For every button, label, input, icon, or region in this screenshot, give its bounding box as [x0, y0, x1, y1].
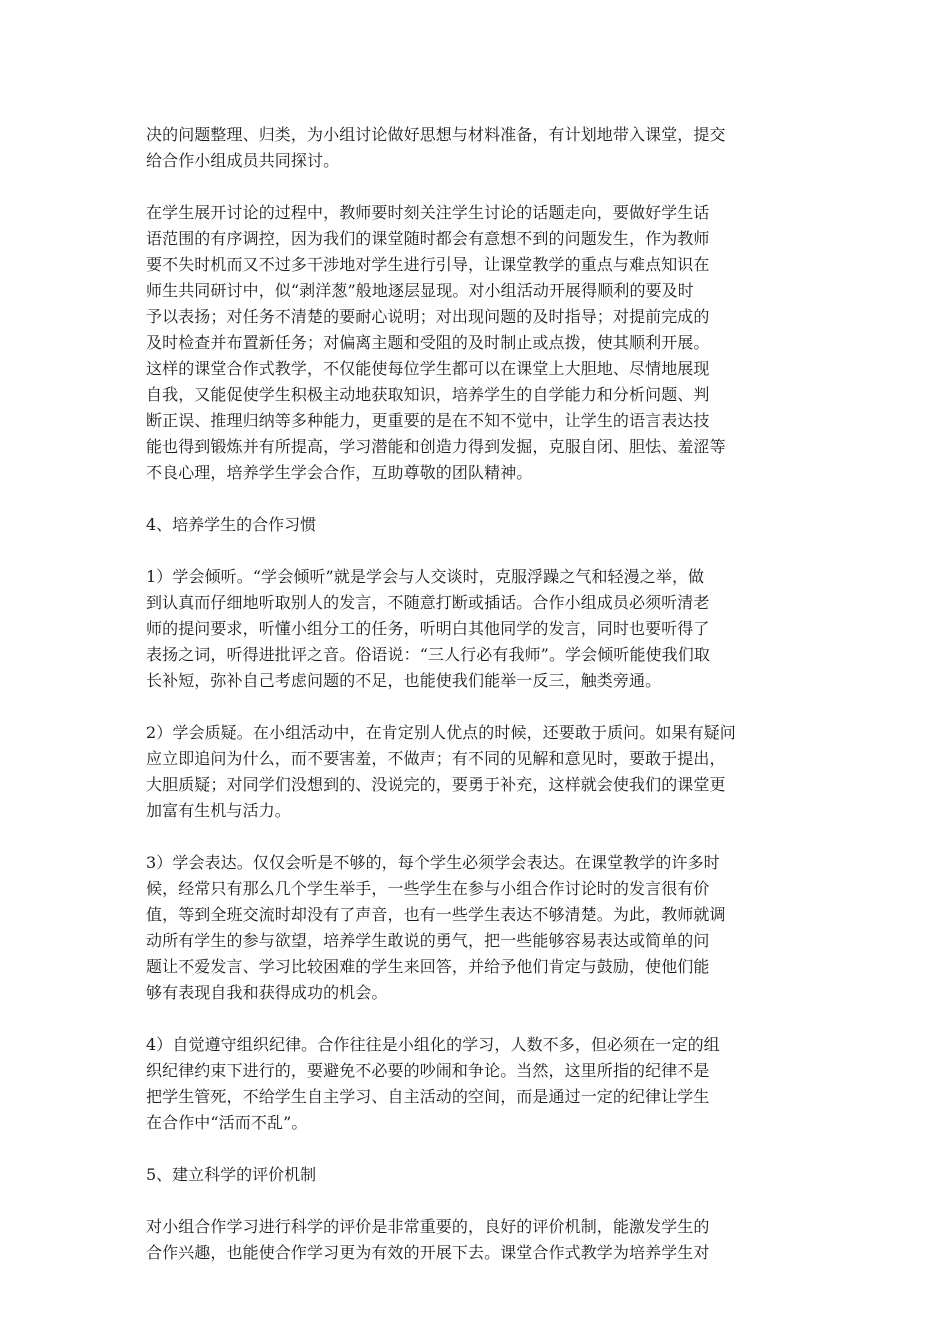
text-line: 师的提问要求，听懂小组分工的任务，听明白其他同学的发言，同时也要听得了: [146, 619, 710, 638]
paragraph-discussion-guidance: [146, 200, 810, 486]
text-line: 3）学会表达。仅仅会听是不够的，每个学生必须学会表达。在课堂教学的许多时: [146, 853, 720, 872]
paragraph-prep-intro: [146, 122, 810, 174]
paragraph-expression: [146, 850, 810, 1006]
text-line: 及时检查并布置新任务；对偏离主题和受阻的及时制止或点拨，使其顺利开展。: [146, 333, 710, 352]
paragraph-gap: [146, 824, 810, 850]
text-line: 把学生管死，不给学生自主学习、自主活动的空间，而是通过一定的纪律让学生: [146, 1087, 710, 1106]
section-heading-5: 5、建立科学的评价机制: [146, 1165, 317, 1184]
paragraph-gap: [146, 486, 810, 512]
paragraph-evaluation: [146, 1214, 810, 1266]
text-line: 长补短，弥补自己考虑问题的不足，也能使我们能举一反三，触类旁通。: [146, 671, 662, 690]
paragraph-gap: [146, 538, 810, 564]
paragraph-gap: [146, 694, 810, 720]
text-line: 题让不爱发言、学习比较困难的学生来回答，并给予他们肯定与鼓励，使他们能: [146, 957, 710, 976]
paragraph-gap: [146, 1136, 810, 1162]
text-line: 在合作中“活而不乱”。: [146, 1113, 308, 1132]
text-line: 动所有学生的参与欲望，培养学生敢说的勇气，把一些能够容易表达或简单的问: [146, 931, 710, 950]
text-line: 大胆质疑；对同学们没想到的、没说完的，要勇于补充，这样就会使我们的课堂更: [146, 775, 726, 794]
text-line: 要不失时机而又不过多干涉地对学生进行引导，让课堂教学的重点与难点知识在: [146, 255, 710, 274]
paragraph-gap: [146, 174, 810, 200]
text-line: 师生共同研讨中，似“剥洋葱”般地逐层显现。对小组活动开展得顺利的要及时: [146, 281, 694, 300]
text-line: 表扬之词，听得进批评之音。俗语说：“三人行必有我师”。学会倾听能使我们取: [146, 645, 710, 664]
section-heading-4: 4、培养学生的合作习惯: [146, 515, 317, 534]
text-line: 到认真而仔细地听取别人的发言，不随意打断或插话。合作小组成员必须听清老: [146, 593, 710, 612]
paragraph-discipline: [146, 1032, 810, 1136]
text-line: 织纪律约束下进行的，要避免不必要的吵闹和争论。当然，这里所指的纪律不是: [146, 1061, 710, 1080]
text-line: 给合作小组成员共同探讨。: [146, 151, 340, 170]
text-line: 应立即追问为什么，而不要害羞，不做声；有不同的见解和意见时，要敢于提出，: [146, 749, 726, 768]
text-line: 这样的课堂合作式教学，不仅能使每位学生都可以在课堂上大胆地、尽情地展现: [146, 359, 710, 378]
paragraph-questioning: [146, 720, 810, 824]
text-line: 决的问题整理、归类，为小组讨论做好思想与材料准备，有计划地带入课堂，提交: [146, 125, 726, 144]
text-line: 断正误、推理归纳等多种能力，更重要的是在不知不觉中，让学生的语言表达技: [146, 411, 710, 430]
text-line: 值，等到全班交流时却没有了声音，也有一些学生表达不够清楚。为此，教师就调: [146, 905, 726, 924]
paragraph-gap: [146, 1006, 810, 1032]
text-line: 自我，又能促使学生积极主动地获取知识，培养学生的自学能力和分析问题、判: [146, 385, 710, 404]
text-line: 1）学会倾听。“学会倾听”就是学会与人交谈时，克服浮躁之气和轻漫之举，做: [146, 567, 705, 586]
text-line: 能也得到锻炼并有所提高，学习潜能和创造力得到发掘，克服自闭、胆怯、羞涩等: [146, 437, 726, 456]
text-line: 2）学会质疑。在小组活动中，在肯定别人优点的时候，还要敢于质问。如果有疑问: [146, 723, 736, 742]
document-page: [146, 122, 810, 1266]
text-line: 不良心理，培养学生学会合作，互助尊敬的团队精神。: [146, 463, 533, 482]
text-line: 在学生展开讨论的过程中，教师要时刻关注学生讨论的话题走向，要做好学生话: [146, 203, 710, 222]
paragraph-gap: [146, 1188, 810, 1214]
paragraph-listening: [146, 564, 810, 694]
text-line: 对小组合作学习进行科学的评价是非常重要的，良好的评价机制，能激发学生的: [146, 1217, 710, 1236]
text-line: 4）自觉遵守组织纪律。合作往往是小组化的学习，人数不多，但必须在一定的组: [146, 1035, 720, 1054]
text-line: 合作兴趣，也能使合作学习更为有效的开展下去。课堂合作式教学为培养学生对: [146, 1243, 710, 1262]
text-line: 候，经常只有那么几个学生举手，一些学生在参与小组合作讨论时的发言很有价: [146, 879, 710, 898]
text-line: 语范围的有序调控，因为我们的课堂随时都会有意想不到的问题发生，作为教师: [146, 229, 710, 248]
text-line: 够有表现自我和获得成功的机会。: [146, 983, 388, 1002]
text-line: 予以表扬；对任务不清楚的要耐心说明；对出现问题的及时指导；对提前完成的: [146, 307, 710, 326]
text-line: 加富有生机与活力。: [146, 801, 291, 820]
